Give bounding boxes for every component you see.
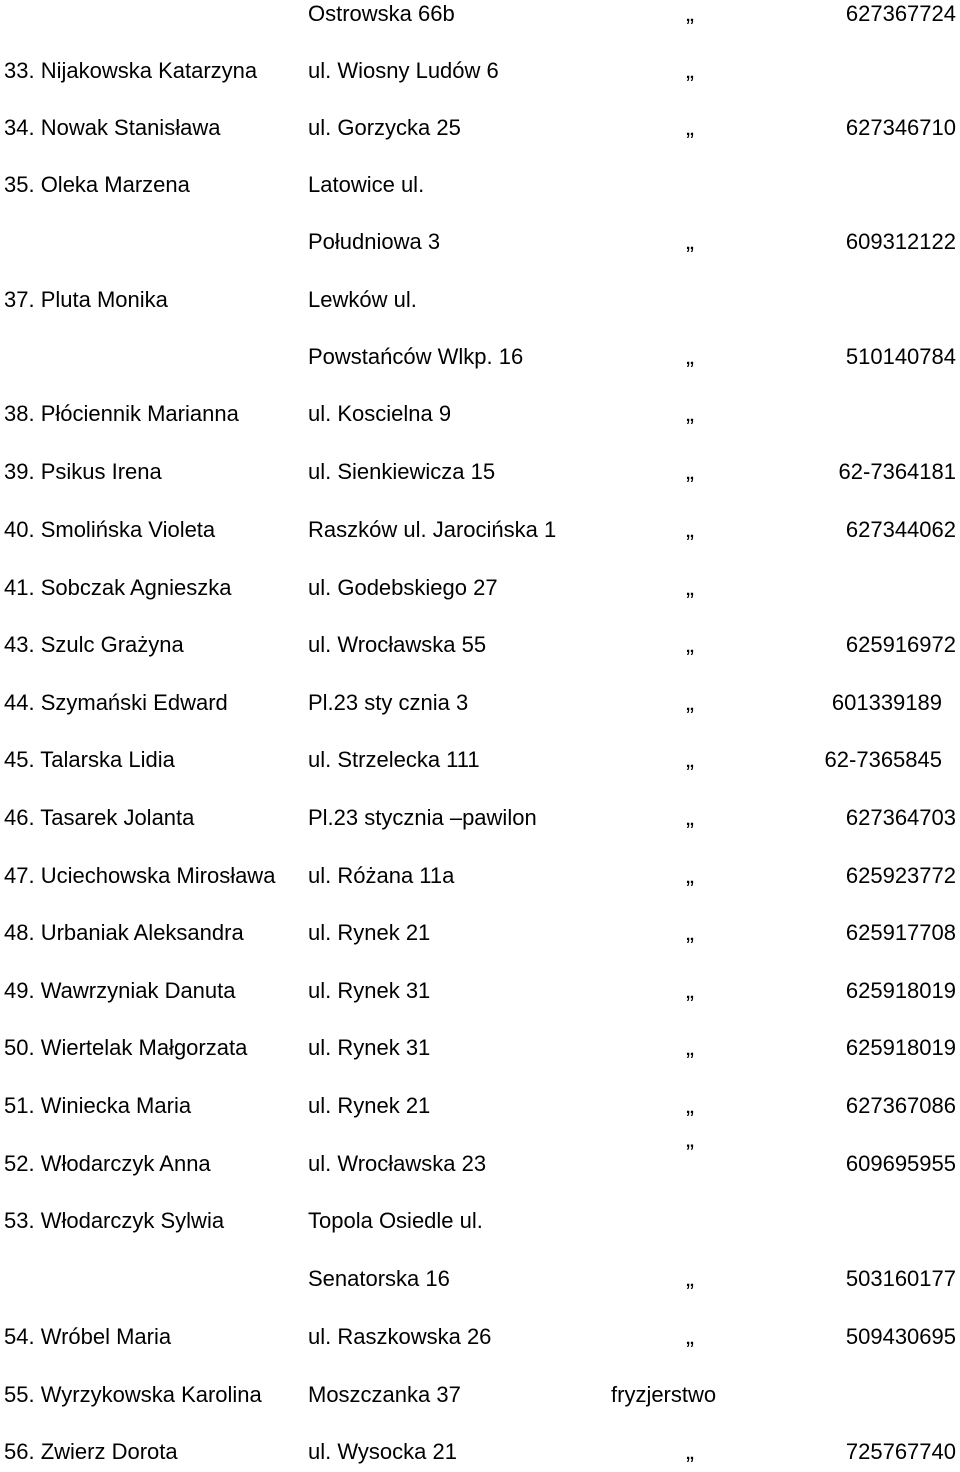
entry-address: ul. Wysocka 21 — [308, 1439, 457, 1464]
entry-address: Powstańców Wlkp. 16 — [308, 344, 524, 369]
entry-name: 46. Tasarek Jolanta — [4, 805, 195, 830]
entry-name: 55. Wyrzykowska Karolina — [4, 1382, 262, 1407]
entry-phone: 625917708 — [845, 920, 956, 945]
entry-name: 49. Wawrzyniak Danuta — [4, 978, 236, 1003]
ditto-mark: „ — [686, 746, 694, 773]
ditto-mark: „ — [686, 1265, 694, 1292]
list-row — [0, 394, 960, 434]
ditto-mark: „ — [686, 804, 694, 831]
entry-phone: 625923772 — [845, 863, 956, 888]
entry-phone: 627367086 — [845, 1093, 956, 1118]
entry-phone: 62-7364181 — [838, 459, 956, 484]
entry-phone: 609312122 — [845, 229, 956, 254]
list-row — [0, 1259, 960, 1299]
list-row — [0, 683, 960, 723]
ditto-mark: „ — [686, 1034, 694, 1061]
entry-name: 37. Pluta Monika — [4, 287, 168, 312]
ditto-mark: „ — [686, 977, 694, 1004]
entry-phone: 625918019 — [845, 978, 956, 1003]
entry-address: ul. Koscielna 9 — [308, 401, 452, 426]
ditto-mark: „ — [686, 57, 694, 84]
entry-name: 34. Nowak Stanisława — [4, 115, 221, 140]
entry-name: 47. Uciechowska Mirosława — [4, 863, 276, 888]
entry-phone: 601339189 — [831, 690, 942, 715]
entry-address: ul. Gorzycka 25 — [308, 115, 461, 140]
entry-phone: 627364703 — [845, 805, 956, 830]
ditto-mark: „ — [686, 516, 694, 543]
entry-phone: 625916972 — [845, 632, 956, 657]
entry-address: Raszków ul. Jarocińska 1 — [308, 517, 557, 542]
entry-phone: 627344062 — [845, 517, 956, 542]
list-row — [0, 108, 960, 148]
entry-name: 43. Szulc Grażyna — [4, 632, 184, 657]
entry-name: 33. Nijakowska Katarzyna — [4, 58, 258, 83]
entry-phone: 627367724 — [845, 1, 956, 26]
list-row — [0, 740, 960, 780]
ditto-mark: „ — [686, 228, 694, 255]
entry-address: Południowa 3 — [308, 229, 441, 254]
entry-address: ul. Rynek 31 — [308, 978, 431, 1003]
entry-name: 40. Smolińska Violeta — [4, 517, 216, 542]
ditto-mark: „ — [686, 689, 694, 716]
list-row — [0, 568, 960, 608]
ditto-mark: „ — [686, 400, 694, 427]
entry-address: Ostrowska 66b — [308, 1, 455, 26]
list-row — [0, 625, 960, 665]
entry-address: ul. Strzelecka 111 — [308, 747, 480, 772]
list-row — [0, 165, 960, 205]
entry-phone: 627346710 — [845, 115, 956, 140]
list-row — [0, 51, 960, 91]
list-row — [0, 1086, 960, 1126]
list-row — [0, 1317, 960, 1357]
entry-phone: 503160177 — [845, 1266, 956, 1291]
entry-name: 45. Talarska Lidia — [4, 747, 175, 772]
entry-address: ul. Rynek 21 — [308, 1093, 431, 1118]
entry-address: ul. Raszkowska 26 — [308, 1324, 492, 1349]
ditto-mark: „ — [686, 1092, 694, 1119]
list-row — [0, 337, 960, 377]
ditto-mark: „ — [686, 919, 694, 946]
entry-name: 39. Psikus Irena — [4, 459, 162, 484]
list-row — [0, 222, 960, 262]
entry-name: 38. Płóciennik Marianna — [4, 401, 239, 426]
ditto-mark: „ — [686, 0, 694, 27]
entry-address: ul. Różana 11a — [308, 863, 455, 888]
entry-name: 51. Winiecka Maria — [4, 1093, 192, 1118]
list-row — [0, 1140, 960, 1184]
ditto-mark: „ — [686, 458, 694, 485]
list-row — [0, 1028, 960, 1068]
entry-address: ul. Rynek 31 — [308, 1035, 431, 1060]
ditto-mark: „ — [686, 631, 694, 658]
list-row — [0, 1432, 960, 1472]
list-row — [0, 913, 960, 953]
entry-name: 35. Oleka Marzena — [4, 172, 190, 197]
entry-address: Pl.23 sty cznia 3 — [308, 690, 469, 715]
entry-address: ul. Wrocławska 23 — [308, 1151, 487, 1176]
entry-name: 41. Sobczak Agnieszka — [4, 575, 232, 600]
entry-name: 54. Wróbel Maria — [4, 1324, 172, 1349]
entry-name: 52. Włodarczyk Anna — [4, 1151, 211, 1176]
entry-address: Latowice ul. — [308, 172, 425, 197]
list-row — [0, 510, 960, 550]
entry-address: Pl.23 stycznia –pawilon — [308, 805, 537, 830]
entry-address: Topola Osiedle ul. — [308, 1208, 483, 1233]
entry-address: ul. Sienkiewicza 15 — [308, 459, 496, 484]
entry-name: 44. Szymański Edward — [4, 690, 228, 715]
entry-name: 50. Wiertelak Małgorzata — [4, 1035, 248, 1060]
list-row — [0, 280, 960, 320]
entry-address: ul. Rynek 21 — [308, 920, 431, 945]
entry-address: Moszczanka 37 — [308, 1382, 461, 1407]
ditto-mark: „ — [686, 862, 694, 889]
entry-address: ul. Godebskiego 27 — [308, 575, 498, 600]
ditto-mark: „ — [686, 114, 694, 141]
ditto-mark: „ — [686, 1323, 694, 1350]
list-row — [0, 971, 960, 1011]
entry-phone: 62-7365845 — [824, 747, 942, 772]
list-row — [0, 1201, 960, 1241]
entry-phone: 509430695 — [845, 1324, 956, 1349]
entry-name: 48. Urbaniak Aleksandra — [4, 920, 244, 945]
list-row — [0, 798, 960, 838]
entry-address: Senatorska 16 — [308, 1266, 450, 1291]
ditto-mark: „ — [686, 343, 694, 370]
entry-address: ul. Wiosny Ludów 6 — [308, 58, 499, 83]
list-row — [0, 452, 960, 492]
list-row — [0, 0, 960, 34]
list-row — [0, 1375, 960, 1415]
entry-name: 56. Zwierz Dorota — [4, 1439, 178, 1464]
ditto-mark: „ — [686, 1438, 694, 1465]
entry-phone: 609695955 — [845, 1151, 956, 1176]
entry-phone: 625918019 — [845, 1035, 956, 1060]
entry-phone: 510140784 — [845, 344, 956, 369]
ditto-mark: „ — [686, 574, 694, 601]
list-row — [0, 856, 960, 896]
ditto-mark: ” — [686, 1140, 694, 1167]
entry-address: Lewków ul. — [308, 287, 417, 312]
entry-address: ul. Wrocławska 55 — [308, 632, 487, 657]
entry-note: fryzjerstwo — [611, 1382, 717, 1407]
entry-phone: 725767740 — [845, 1439, 956, 1464]
entry-name: 53. Włodarczyk Sylwia — [4, 1208, 225, 1233]
